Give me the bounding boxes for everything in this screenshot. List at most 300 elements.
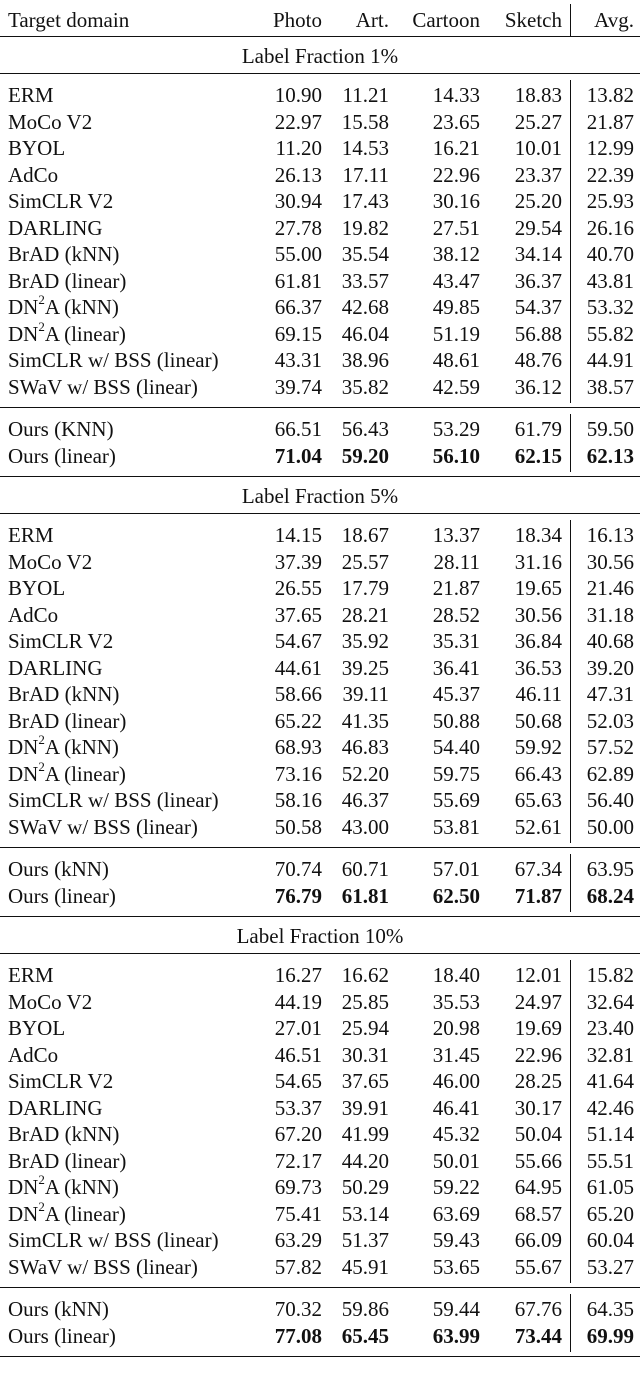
value-avg: 43.81 [586, 268, 634, 293]
method-name-suffix: A (kNN) [44, 295, 119, 319]
method-name-superscript: 2 [38, 1172, 45, 1187]
spacer [0, 74, 640, 82]
value-cartoon: 63.99 [432, 1323, 480, 1348]
value-avg: 42.46 [586, 1095, 634, 1120]
method-name: BYOL [8, 1016, 66, 1040]
method-name: BYOL [8, 136, 66, 160]
method-name: Ours (linear) [8, 1323, 116, 1348]
value-art: 17.11 [342, 162, 389, 187]
value-avg: 16.13 [586, 523, 634, 547]
value-cartoon: 46.41 [432, 1095, 480, 1120]
value-avg: 56.40 [586, 788, 634, 812]
value-sketch: 55.66 [514, 1148, 562, 1173]
value-cartoon: 13.37 [432, 523, 480, 547]
value-photo: 70.32 [274, 1297, 322, 1321]
table-row [0, 188, 640, 215]
value-photo: 11.20 [275, 136, 322, 160]
value-cartoon: 54.40 [432, 735, 480, 759]
method-name: Ours (KNN) [8, 417, 114, 441]
value-avg: 55.51 [586, 1148, 634, 1173]
table-row [0, 1095, 640, 1122]
table-row [0, 1148, 640, 1175]
value-cartoon: 27.51 [432, 215, 480, 240]
value-art: 50.29 [341, 1175, 389, 1199]
table-body [0, 37, 640, 1357]
value-art: 41.35 [341, 708, 389, 733]
value-art: 45.91 [341, 1254, 389, 1279]
value-art: 43.00 [341, 814, 389, 839]
method-name-suffix: A (linear) [44, 761, 126, 786]
value-photo: 43.31 [274, 348, 322, 372]
value-sketch: 36.37 [514, 268, 562, 293]
value-photo: 69.15 [274, 321, 322, 346]
header-photo: Photo [272, 8, 322, 32]
value-sketch: 62.15 [514, 443, 562, 468]
spacer [0, 1349, 640, 1356]
value-avg: 21.87 [586, 109, 634, 134]
value-photo: 63.29 [274, 1228, 322, 1252]
value-cartoon: 28.11 [433, 549, 480, 574]
value-cartoon: 56.10 [432, 443, 480, 468]
value-avg: 22.39 [586, 162, 634, 187]
ours-rows [0, 1288, 640, 1356]
spacer [0, 909, 640, 916]
value-photo: 46.51 [274, 1042, 322, 1067]
value-sketch: 46.11 [515, 682, 562, 706]
value-photo: 54.67 [274, 629, 322, 653]
value-sketch: 22.96 [514, 1042, 562, 1067]
method-name: AdCo [8, 602, 59, 627]
value-art: 19.82 [341, 215, 389, 240]
method-name: SimCLR w/ BSS (linear) [8, 1228, 219, 1252]
value-sketch: 36.84 [514, 629, 562, 653]
spacer [0, 408, 640, 416]
value-photo: 27.01 [274, 1016, 322, 1040]
value-sketch: 67.76 [514, 1297, 562, 1321]
method-name: ERM [8, 523, 54, 547]
value-photo: 26.13 [274, 162, 322, 187]
baseline-rows [0, 74, 640, 407]
method-name: SimCLR w/ BSS (linear) [8, 348, 219, 372]
value-cartoon: 62.50 [432, 883, 480, 908]
spacer [0, 954, 640, 962]
value-photo: 66.37 [274, 295, 322, 319]
table-row [0, 135, 640, 162]
value-avg: 50.00 [586, 814, 634, 839]
value-sketch: 54.37 [514, 295, 562, 319]
value-sketch: 31.16 [514, 549, 562, 574]
value-avg: 39.20 [586, 655, 634, 680]
value-photo: 69.73 [274, 1175, 322, 1199]
table-row [0, 708, 640, 735]
method-name: Ours (kNN) [8, 857, 109, 881]
value-sketch: 36.12 [514, 374, 562, 399]
value-avg: 62.89 [586, 761, 634, 786]
method-name: AdCo [8, 162, 59, 187]
value-avg: 47.31 [586, 682, 634, 706]
value-cartoon: 35.53 [432, 989, 480, 1014]
value-art: 30.31 [341, 1042, 389, 1067]
value-photo: 30.94 [274, 189, 322, 213]
value-photo: 50.58 [274, 814, 322, 839]
value-art: 59.20 [341, 443, 389, 468]
method-name: SWaV w/ BSS (linear) [8, 1254, 198, 1279]
value-sketch: 48.76 [514, 348, 562, 372]
table-row [0, 1254, 640, 1281]
value-art: 35.82 [341, 374, 389, 399]
table-row [0, 1198, 640, 1228]
table-row [0, 294, 640, 321]
value-art: 46.83 [341, 735, 389, 759]
value-avg: 44.91 [586, 348, 634, 372]
value-cartoon: 38.12 [432, 242, 480, 266]
value-photo: 72.17 [274, 1148, 322, 1173]
value-photo: 53.37 [274, 1095, 322, 1120]
value-photo: 16.27 [274, 963, 322, 987]
section-title: Label Fraction 1% [241, 44, 399, 68]
value-art: 35.54 [341, 242, 389, 266]
value-sketch: 30.56 [514, 602, 562, 627]
method-name-suffix: A (linear) [44, 321, 126, 346]
method-name-suffix: A (kNN) [44, 735, 119, 759]
value-avg: 59.50 [586, 417, 634, 441]
value-cartoon: 35.31 [432, 629, 480, 653]
value-art: 65.45 [341, 1323, 389, 1348]
table-row [0, 1068, 640, 1095]
table-row [0, 628, 640, 655]
value-cartoon: 59.22 [432, 1175, 480, 1199]
method-name: SimCLR V2 [8, 629, 114, 653]
table-row [0, 1042, 640, 1069]
value-art: 39.11 [342, 682, 389, 706]
value-sketch: 23.37 [514, 162, 562, 187]
table-row [0, 655, 640, 682]
value-art: 52.20 [341, 761, 389, 786]
table-row [0, 268, 640, 295]
value-cartoon: 59.44 [432, 1297, 480, 1321]
table-row [0, 602, 640, 629]
value-photo: 58.16 [274, 788, 322, 812]
value-photo: 55.00 [274, 242, 322, 266]
value-avg: 51.14 [586, 1122, 634, 1146]
header-cartoon: Cartoon [412, 8, 480, 32]
method-name-prefix: DN [8, 1175, 39, 1199]
value-sketch: 56.88 [514, 321, 562, 346]
ours-rows [0, 848, 640, 916]
method-name: MoCo V2 [8, 109, 93, 134]
value-sketch: 19.69 [514, 1016, 562, 1040]
value-art: 39.91 [341, 1095, 389, 1120]
value-cartoon: 21.87 [432, 576, 480, 600]
value-photo: 71.04 [274, 443, 322, 468]
table-row-ours [0, 1323, 640, 1350]
value-cartoon: 43.47 [432, 268, 480, 293]
value-photo: 14.15 [274, 523, 322, 547]
method-name: BrAD (linear) [8, 708, 127, 733]
section-end-rule [0, 1356, 640, 1357]
value-sketch: 25.20 [514, 189, 562, 213]
method-name-prefix: DN [8, 761, 39, 786]
value-art: 53.14 [341, 1201, 389, 1226]
value-avg: 32.81 [586, 1042, 634, 1067]
ours-rows [0, 408, 640, 476]
value-art: 37.65 [341, 1069, 389, 1093]
value-art: 59.86 [341, 1297, 389, 1321]
value-art: 41.99 [341, 1122, 389, 1146]
method-name: Ours (kNN) [8, 1297, 109, 1321]
method-name: ERM [8, 963, 54, 987]
value-art: 25.57 [341, 549, 389, 574]
value-avg: 12.99 [586, 136, 634, 160]
method-name [8, 294, 119, 321]
value-photo: 37.65 [274, 602, 322, 627]
method-name: BrAD (linear) [8, 268, 127, 293]
method-name: SWaV w/ BSS (linear) [8, 374, 198, 399]
value-sketch: 36.53 [514, 655, 562, 680]
table-row [0, 162, 640, 189]
value-sketch: 50.04 [514, 1122, 562, 1146]
value-sketch: 30.17 [514, 1095, 562, 1120]
value-photo: 10.90 [274, 83, 322, 107]
spacer [0, 840, 640, 847]
method-name-superscript: 2 [38, 732, 45, 747]
value-photo: 57.82 [274, 1254, 322, 1279]
value-photo: 27.78 [274, 215, 322, 240]
value-avg: 62.13 [586, 443, 634, 468]
value-art: 18.67 [341, 523, 389, 547]
value-avg: 64.35 [586, 1297, 634, 1321]
value-art: 17.79 [341, 576, 389, 600]
value-avg: 23.40 [586, 1016, 634, 1040]
value-sketch: 68.57 [514, 1201, 562, 1226]
value-cartoon: 59.75 [432, 761, 480, 786]
value-photo: 61.81 [274, 268, 322, 293]
table-row [0, 109, 640, 136]
value-avg: 52.03 [586, 708, 634, 733]
spacer [0, 1288, 640, 1296]
value-avg: 32.64 [586, 989, 634, 1014]
value-photo: 58.66 [274, 682, 322, 706]
method-name: AdCo [8, 1042, 59, 1067]
value-sketch: 55.67 [514, 1254, 562, 1279]
method-name [8, 758, 126, 788]
spacer [0, 1280, 640, 1287]
table-row [0, 1015, 640, 1042]
method-name: DARLING [8, 1095, 103, 1120]
column-divider [570, 4, 571, 36]
value-avg: 57.52 [586, 735, 634, 759]
value-art: 28.21 [341, 602, 389, 627]
value-photo: 68.93 [274, 735, 322, 759]
table-row [0, 522, 640, 549]
value-art: 56.43 [341, 417, 389, 441]
table-row-ours [0, 856, 640, 883]
value-cartoon: 30.16 [432, 189, 480, 213]
value-sketch: 52.61 [514, 814, 562, 839]
table-row-ours [0, 883, 640, 910]
value-cartoon: 55.69 [432, 788, 480, 812]
header-avg: Avg. [594, 8, 634, 32]
value-cartoon: 46.00 [432, 1069, 480, 1093]
value-avg: 69.99 [586, 1323, 634, 1348]
table-header-row [0, 0, 640, 36]
value-sketch: 50.68 [514, 708, 562, 733]
value-photo: 70.74 [274, 857, 322, 881]
header-sketch: Sketch [504, 8, 562, 32]
method-name: Ours (linear) [8, 883, 116, 908]
value-avg: 21.46 [586, 576, 634, 600]
value-photo: 37.39 [274, 549, 322, 574]
value-art: 42.68 [341, 295, 389, 319]
value-avg: 30.56 [586, 549, 634, 574]
method-name: SimCLR V2 [8, 1069, 114, 1093]
method-name [8, 734, 119, 761]
method-name [8, 1174, 119, 1201]
header-target-domain: Target domain [8, 8, 130, 32]
value-sketch: 12.01 [514, 963, 562, 987]
table-row [0, 549, 640, 576]
value-sketch: 24.97 [514, 989, 562, 1014]
value-photo: 44.19 [274, 989, 322, 1014]
value-avg: 40.70 [586, 242, 634, 266]
table-row [0, 758, 640, 788]
value-avg: 63.95 [586, 857, 634, 881]
value-art: 35.92 [341, 629, 389, 653]
value-avg: 38.57 [586, 374, 634, 399]
table-row [0, 575, 640, 602]
value-photo: 76.79 [274, 883, 322, 908]
method-name: SWaV w/ BSS (linear) [8, 814, 198, 839]
table-row [0, 1174, 640, 1201]
value-avg: 25.93 [586, 189, 634, 213]
value-photo: 67.20 [274, 1122, 322, 1146]
value-photo: 73.16 [274, 761, 322, 786]
value-avg: 53.32 [586, 295, 634, 319]
value-photo: 77.08 [274, 1323, 322, 1348]
value-avg: 26.16 [586, 215, 634, 240]
value-cartoon: 48.61 [432, 348, 480, 372]
method-name-prefix: DN [8, 1201, 39, 1226]
table-row [0, 318, 640, 348]
table-row [0, 787, 640, 814]
value-cartoon: 45.32 [432, 1122, 480, 1146]
value-cartoon: 18.40 [432, 963, 480, 987]
value-art: 25.85 [341, 989, 389, 1014]
value-art: 51.37 [341, 1228, 389, 1252]
value-art: 15.58 [341, 109, 389, 134]
value-avg: 68.24 [586, 883, 634, 908]
baseline-rows [0, 514, 640, 847]
value-sketch: 10.01 [514, 136, 562, 160]
table-row [0, 681, 640, 708]
section-title: Label Fraction 5% [241, 484, 399, 508]
value-sketch: 61.79 [514, 417, 562, 441]
value-avg: 61.05 [586, 1175, 634, 1199]
method-name: Ours (linear) [8, 443, 116, 468]
value-sketch: 29.54 [514, 215, 562, 240]
table-row [0, 347, 640, 374]
value-art: 16.62 [341, 963, 389, 987]
header-art: Art. [355, 8, 389, 32]
value-art: 46.37 [341, 788, 389, 812]
spacer [0, 469, 640, 476]
value-cartoon: 42.59 [432, 374, 480, 399]
value-avg: 40.68 [586, 629, 634, 653]
value-photo: 22.97 [274, 109, 322, 134]
table-row [0, 1121, 640, 1148]
value-art: 14.53 [341, 136, 389, 160]
table-row-ours [0, 443, 640, 470]
table-row [0, 215, 640, 242]
method-name: BrAD (kNN) [8, 1122, 120, 1146]
value-cartoon: 53.65 [432, 1254, 480, 1279]
value-cartoon: 53.81 [432, 814, 480, 839]
value-photo: 75.41 [274, 1201, 322, 1226]
value-cartoon: 50.01 [432, 1148, 480, 1173]
method-name-prefix: DN [8, 735, 39, 759]
method-name: MoCo V2 [8, 549, 93, 574]
table-row-ours [0, 416, 640, 443]
value-cartoon: 53.29 [432, 417, 480, 441]
table-row-ours [0, 1296, 640, 1323]
value-cartoon: 36.41 [432, 655, 480, 680]
method-name: MoCo V2 [8, 989, 93, 1014]
table-row [0, 814, 640, 841]
value-sketch: 71.87 [514, 883, 562, 908]
method-name: DARLING [8, 655, 103, 680]
value-art: 44.20 [341, 1148, 389, 1173]
value-art: 60.71 [341, 857, 389, 881]
value-cartoon: 63.69 [432, 1201, 480, 1226]
method-name: SimCLR V2 [8, 189, 114, 213]
value-sketch: 66.09 [514, 1228, 562, 1252]
value-art: 46.04 [341, 321, 389, 346]
value-avg: 53.27 [586, 1254, 634, 1279]
value-art: 61.81 [341, 883, 389, 908]
method-name: BrAD (linear) [8, 1148, 127, 1173]
value-cartoon: 22.96 [432, 162, 480, 187]
value-cartoon: 51.19 [432, 321, 480, 346]
value-sketch: 25.27 [514, 109, 562, 134]
value-photo: 65.22 [274, 708, 322, 733]
value-avg: 41.64 [586, 1069, 634, 1093]
value-sketch: 67.34 [514, 857, 562, 881]
method-name-superscript: 2 [38, 758, 45, 774]
value-art: 33.57 [341, 268, 389, 293]
value-art: 17.43 [341, 189, 389, 213]
value-cartoon: 20.98 [432, 1016, 480, 1040]
method-name-prefix: DN [8, 321, 39, 346]
value-cartoon: 23.65 [432, 109, 480, 134]
value-sketch: 66.43 [514, 761, 562, 786]
value-sketch: 18.34 [514, 523, 562, 547]
baseline-rows [0, 954, 640, 1287]
value-photo: 54.65 [274, 1069, 322, 1093]
table-row [0, 241, 640, 268]
value-sketch: 19.65 [514, 576, 562, 600]
method-name: BrAD (kNN) [8, 242, 120, 266]
value-photo: 39.74 [274, 374, 322, 399]
value-cartoon: 16.21 [432, 136, 480, 160]
value-avg: 31.18 [586, 602, 634, 627]
method-name-suffix: A (linear) [44, 1201, 126, 1226]
value-avg: 60.04 [586, 1228, 634, 1252]
table-row [0, 962, 640, 989]
value-photo: 44.61 [274, 655, 322, 680]
value-art: 39.25 [341, 655, 389, 680]
value-sketch: 18.83 [514, 83, 562, 107]
value-cartoon: 50.88 [432, 708, 480, 733]
